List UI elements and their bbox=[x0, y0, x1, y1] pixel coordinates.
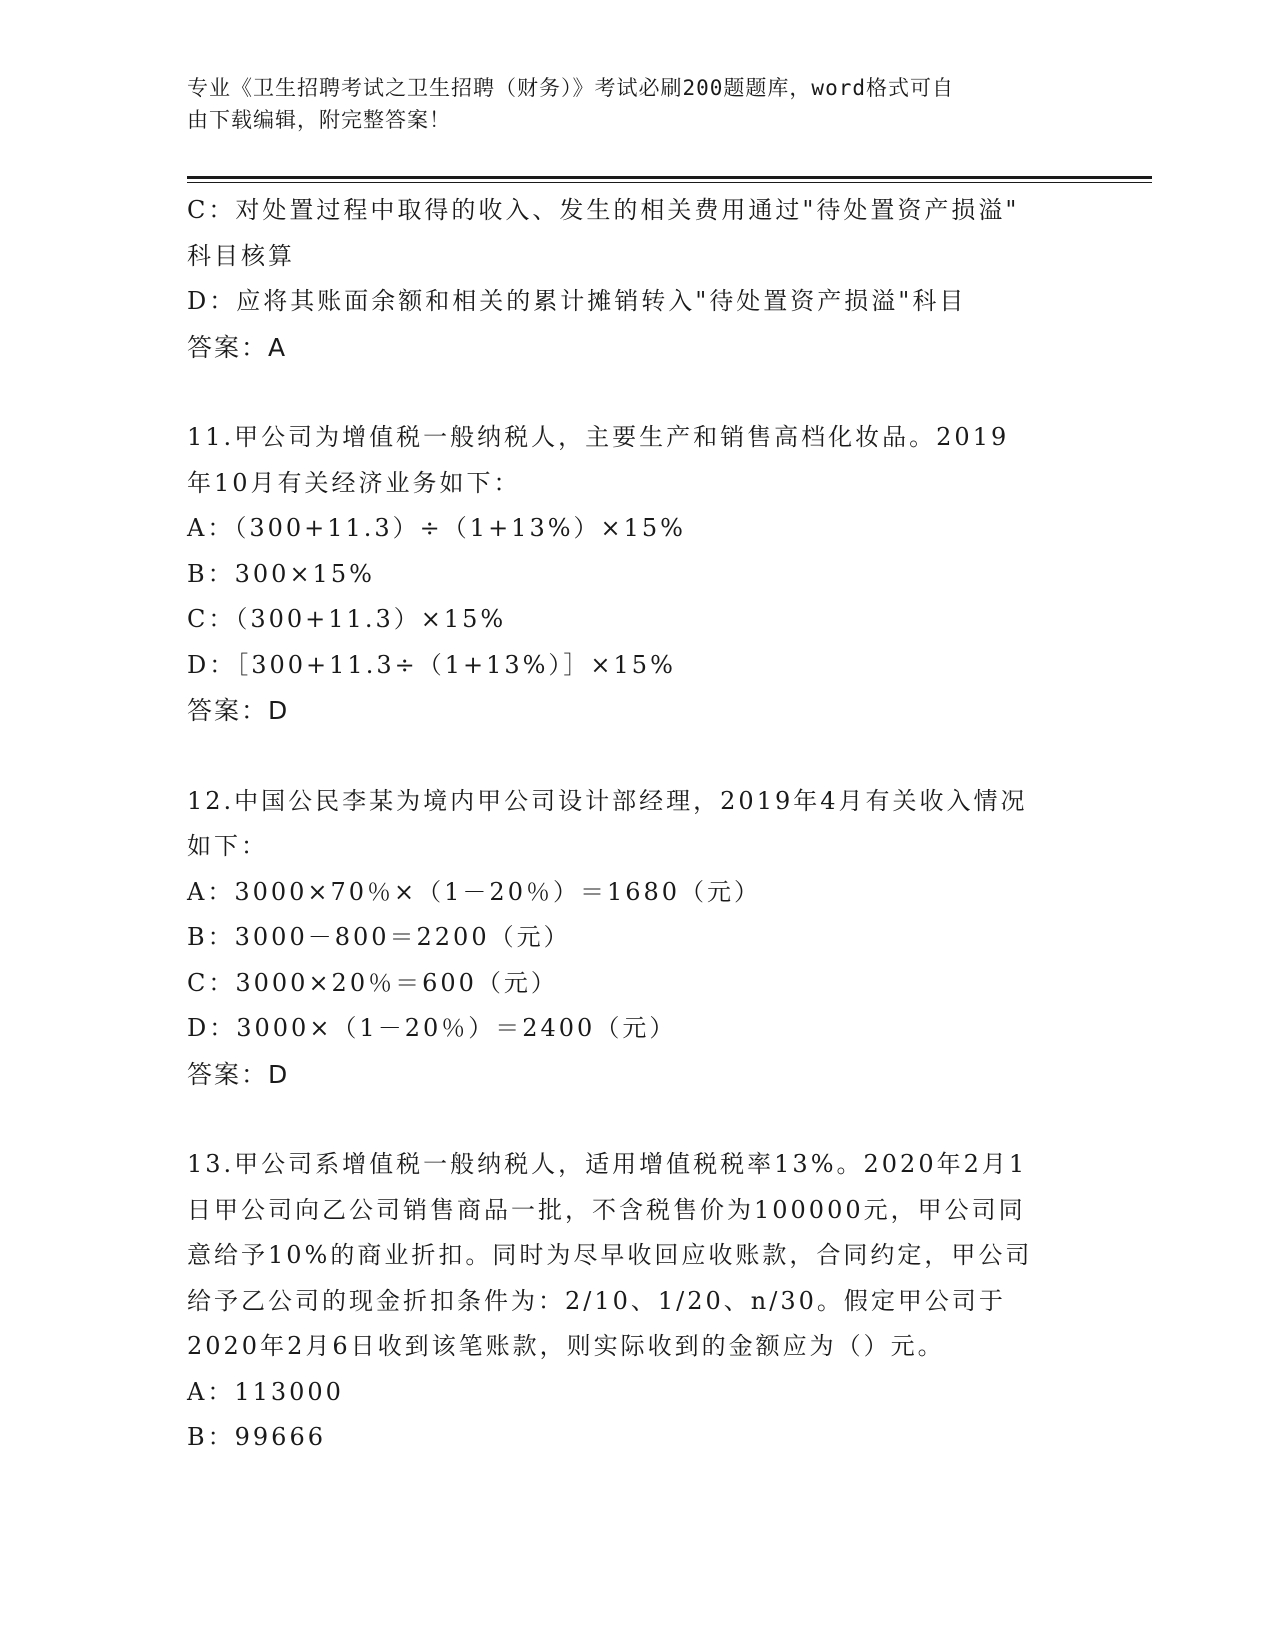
header-rule-thin bbox=[187, 182, 1152, 183]
q10-option-c-line-2: 科目核算 bbox=[187, 241, 295, 270]
q11-option-a: A：（300+11.3）÷（1+13%）×15% bbox=[187, 514, 686, 542]
q12-answer: 答案：D bbox=[187, 1059, 290, 1089]
q13-stem-line-4: 给予乙公司的现金折扣条件为：2/10、1/20、n/30。假定甲公司于 bbox=[187, 1286, 1006, 1315]
header-line-2: 由下载编辑，附完整答案！ bbox=[187, 108, 451, 132]
q11-answer: 答案：D bbox=[187, 696, 290, 725]
q13-stem-line-3: 意给予10%的商业折扣。同时为尽早收回应收账款，合同约定，甲公司 bbox=[187, 1241, 1033, 1269]
q13-option-b: B：99666 bbox=[187, 1423, 326, 1451]
q12-option-a: A：3000×70％×（1－20％）＝1680（元） bbox=[187, 877, 762, 906]
header-rule-thick bbox=[187, 176, 1152, 179]
q13-option-a: A：113000 bbox=[187, 1377, 344, 1406]
q12-option-b: B：3000－800＝2200（元） bbox=[187, 923, 571, 951]
q12-stem-line-1: 12.中国公民李某为境内甲公司设计部经理，2019年4月有关收入情况 bbox=[187, 786, 1028, 815]
q13-stem-line-2: 日甲公司向乙公司销售商品一批，不含税售价为100000元，甲公司同 bbox=[187, 1195, 1026, 1224]
question-12 bbox=[187, 779, 1087, 1098]
header-line-1: 专业《卫生招聘考试之卫生招聘（财务）》考试必刷200题题库，word格式可自 bbox=[187, 76, 954, 100]
spacer bbox=[187, 734, 1087, 779]
q10-answer: 答案：A bbox=[187, 332, 288, 362]
q13-stem-line-5: 2020年2月6日收到该笔账款，则实际收到的金额应为（）元。 bbox=[187, 1332, 945, 1360]
q11-option-c: C：（300+11.3）×15% bbox=[187, 605, 507, 633]
document-header bbox=[187, 72, 1067, 136]
q12-option-d: D：3000×（1－20％）＝2400（元） bbox=[187, 1014, 677, 1042]
q12-stem-line-2: 如下： bbox=[187, 832, 268, 860]
q11-option-d: D：［300+11.3÷（1+13%）］×15% bbox=[187, 650, 676, 679]
question-10-continued bbox=[187, 188, 1087, 370]
spacer bbox=[187, 370, 1087, 415]
q12-option-c: C：3000×20％＝600（元） bbox=[187, 968, 558, 997]
q11-option-b: B：300×15% bbox=[187, 559, 375, 588]
q11-stem-line-1: 11.甲公司为增值税一般纳税人，主要生产和销售高档化妆品。2019 bbox=[187, 423, 1010, 451]
question-13 bbox=[187, 1142, 1087, 1461]
q11-stem-line-2: 年10月有关经济业务如下： bbox=[187, 468, 521, 497]
question-11 bbox=[187, 415, 1087, 734]
spacer bbox=[187, 1097, 1087, 1142]
q10-option-c-line-1: C：对处置过程中取得的收入、发生的相关费用通过"待处置资产损溢" bbox=[187, 196, 1020, 224]
q10-option-d: D：应将其账面余额和相关的累计摊销转入"待处置资产损溢"科目 bbox=[187, 287, 967, 315]
document-body bbox=[187, 188, 1087, 1461]
q13-stem-line-1: 13.甲公司系增值税一般纳税人，适用增值税税率13%。2020年2月1 bbox=[187, 1150, 1028, 1178]
